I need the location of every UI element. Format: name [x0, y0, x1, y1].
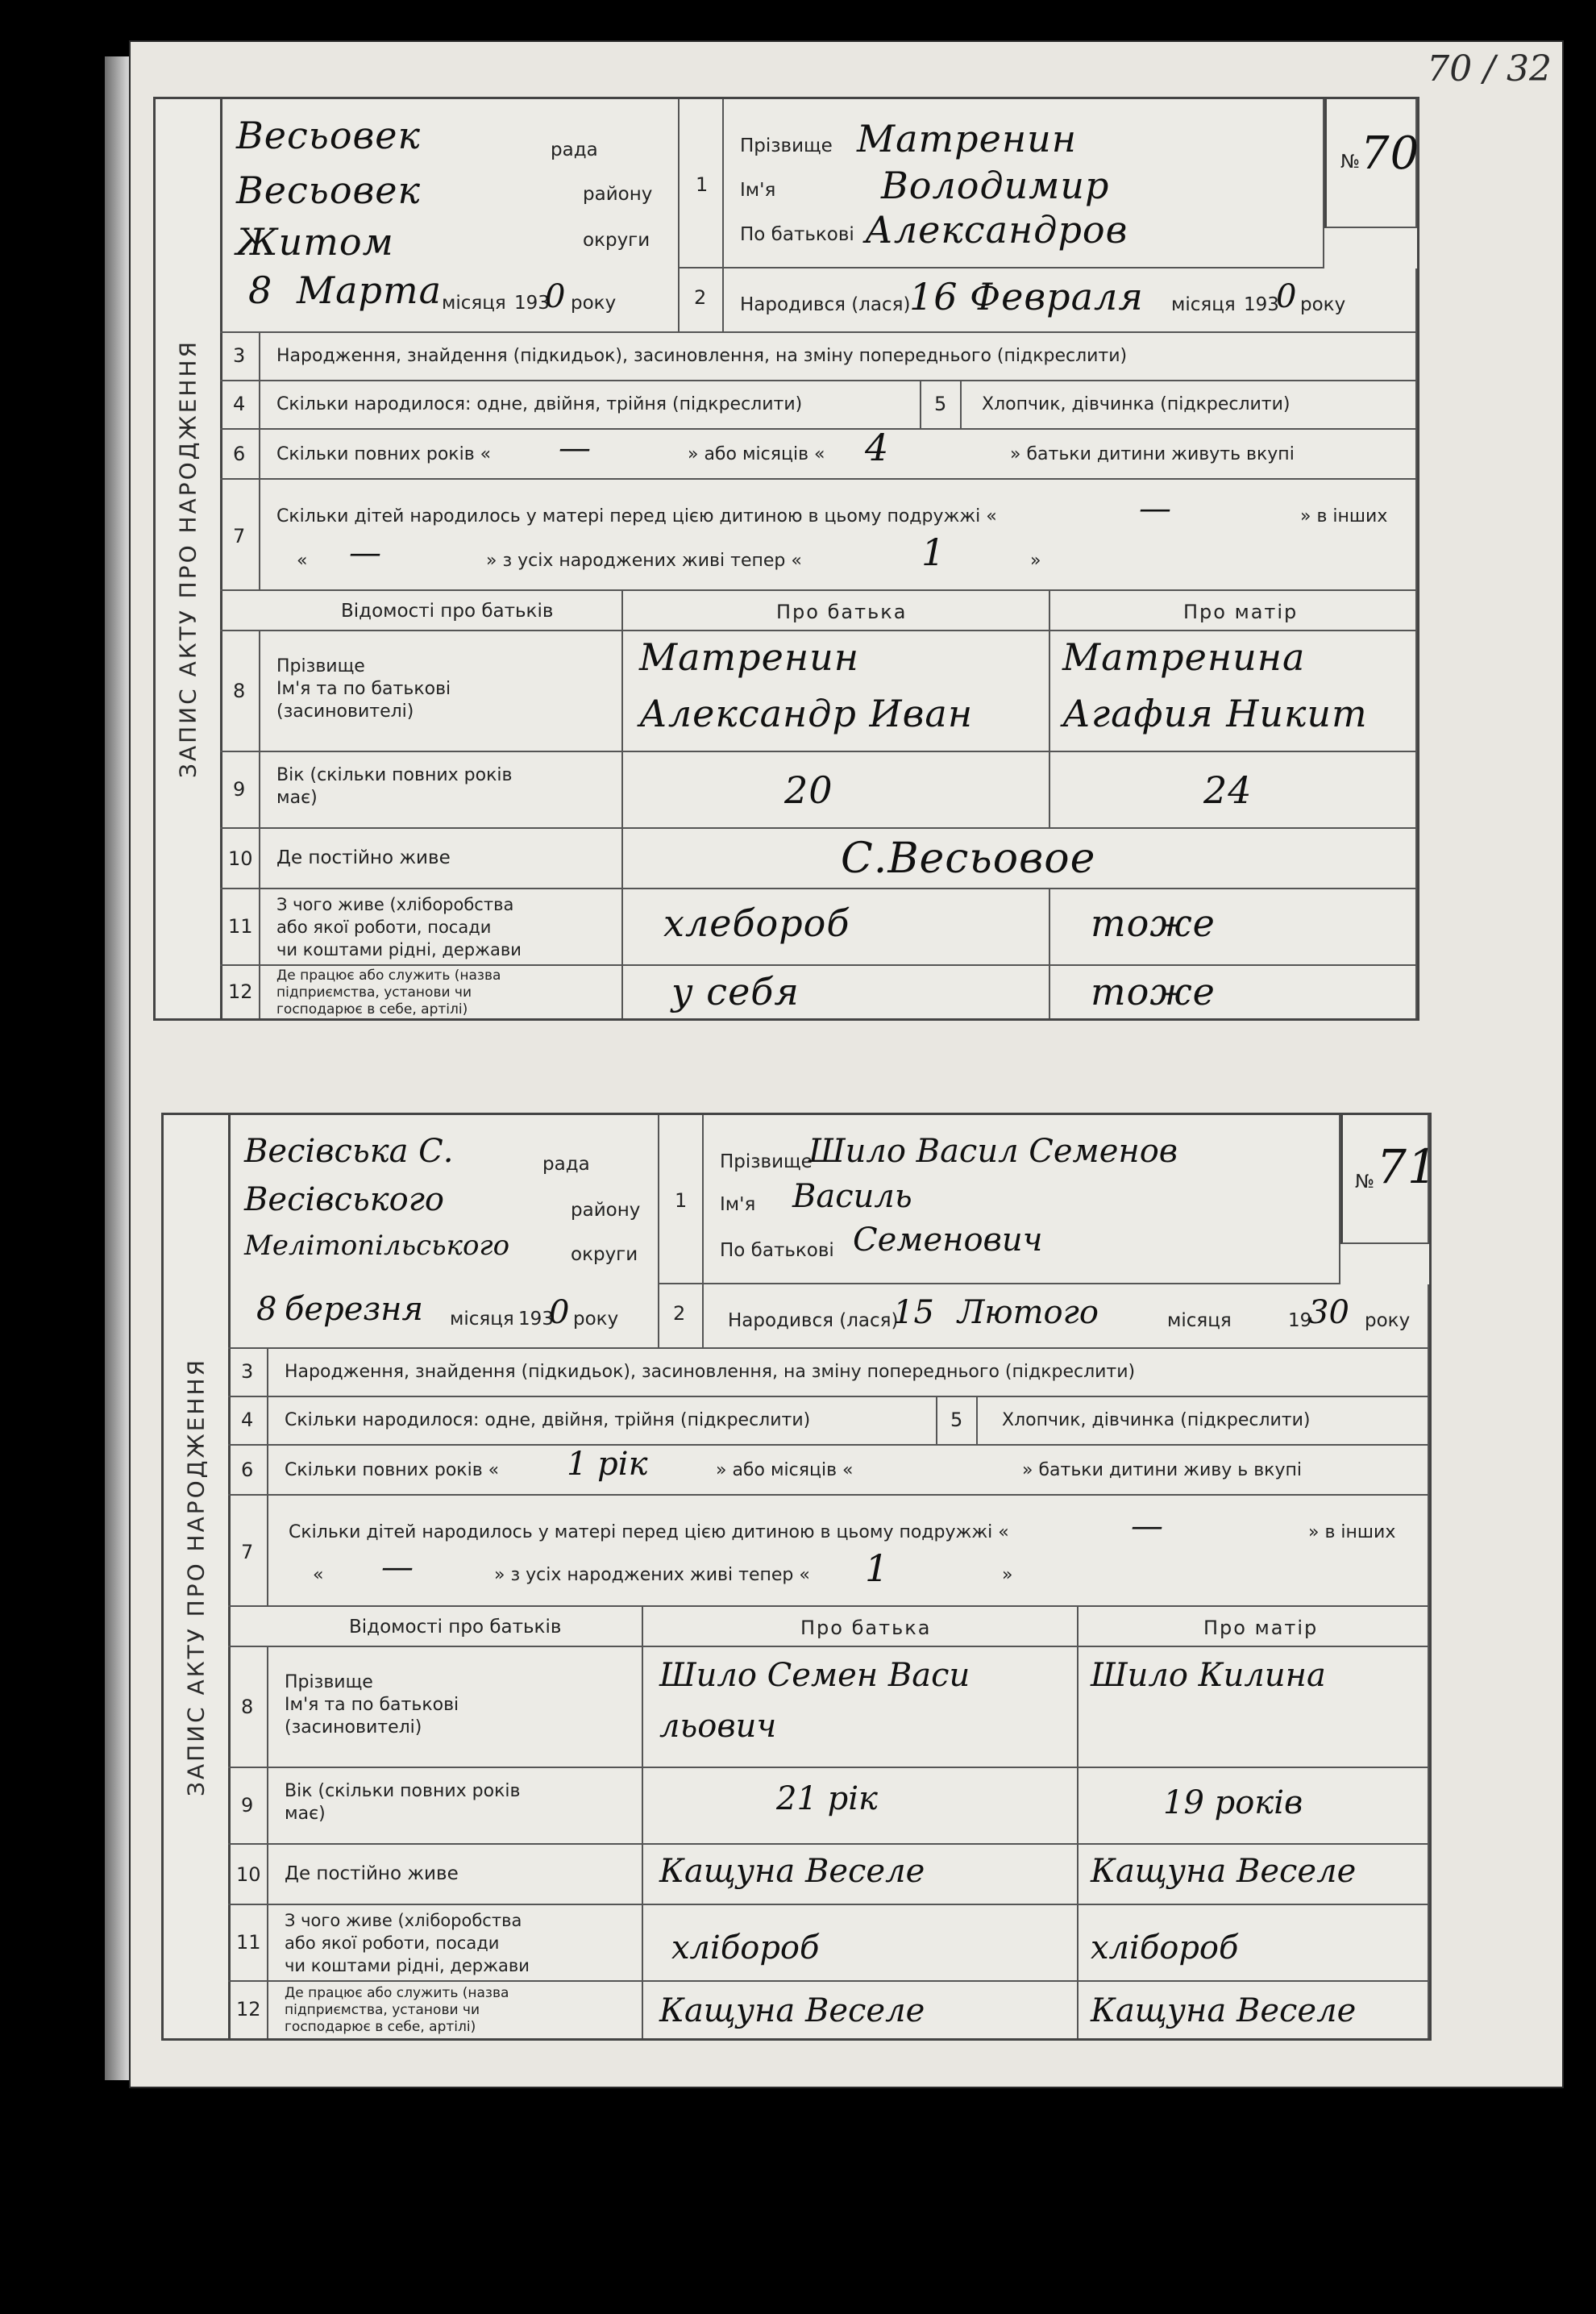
mother-workplace: тоже	[1091, 970, 1216, 1013]
children-before-label: Скільки дітей народилось у матері перед цією дитиною в цьому подружжі «	[276, 506, 997, 526]
born-roku-label: року	[1300, 294, 1346, 315]
row-number: 4	[233, 393, 246, 415]
imya-label: Ім'я	[740, 180, 776, 201]
father-occupation: хлібороб	[671, 1929, 820, 1966]
workplace-label: Де працює або служить (назва підприємства, установи чи господарює в себе, артілі)	[276, 968, 501, 1018]
father-residence: Кащуна Веселе	[659, 1853, 925, 1890]
mother-age: 19 років	[1163, 1784, 1303, 1821]
child-surname: Матренин	[857, 117, 1078, 160]
rada-label: рада	[542, 1154, 590, 1175]
born-year-prefix: 19	[1288, 1310, 1312, 1331]
mother-residence: Кащуна Веселе	[1091, 1853, 1357, 1890]
birth-type-text: Народження, знайдення (підкидьок), засиновлення, на зміну попереднього (підкреслити)	[285, 1362, 1136, 1382]
father-age: 21 рік	[776, 1780, 878, 1817]
father-age-cell	[623, 752, 1050, 829]
quote-open: «	[297, 551, 308, 571]
registration-month: Марта	[297, 268, 443, 312]
row-number: 11	[228, 915, 253, 938]
father-header-text: Про батька	[776, 601, 908, 623]
in-other-label: » в інших	[1300, 506, 1388, 526]
year-prefix: 193	[518, 1309, 554, 1330]
child-first-name: Василь	[792, 1178, 912, 1215]
child-surname: Шило Васил Семенов	[808, 1133, 1178, 1170]
side-title-panel	[156, 99, 222, 1018]
rayon-value: Весьовек	[236, 169, 421, 212]
birth-type-text: Народження, знайдення (підкидьок), засиновлення, на зміну попереднього (підкреслити)	[276, 346, 1128, 366]
years-together-value: —	[559, 430, 591, 467]
born-year-handwritten: 30	[1308, 1294, 1349, 1331]
child-first-name: Володимир	[881, 164, 1110, 207]
misyatsia-label: місяця	[442, 293, 506, 314]
row-7	[268, 1496, 1429, 1607]
rada-label: рада	[551, 139, 598, 160]
months-value: 4	[865, 426, 890, 469]
years-together-label: Скільки повних років «	[285, 1460, 500, 1480]
row-number: 2	[673, 1302, 686, 1325]
rada-value: Весівська С.	[244, 1133, 454, 1170]
born-year-handwritten: 0	[1276, 278, 1297, 315]
living-together-text: » батьки дитини живу ь вкупі	[1022, 1460, 1302, 1480]
born-misyatsia-label: місяця	[1171, 294, 1236, 315]
registration-day: 8	[248, 268, 273, 312]
quote-open: «	[313, 1565, 324, 1585]
quote-close: »	[1030, 551, 1041, 571]
row-number: 8	[233, 680, 246, 702]
children-before-value: —	[1139, 490, 1171, 527]
row-number: 5	[934, 393, 947, 415]
children-before-label: Скільки дітей народилось у матері перед цією дитиною в цьому подружжі «	[289, 1522, 1009, 1542]
row-number: 10	[236, 1863, 261, 1886]
side-title: ЗАПИС АКТУ ПРО НАРОДЖЕННЯ	[174, 339, 202, 778]
okruh-value: Житом	[236, 220, 394, 264]
okruh-value: Мелітопільського	[244, 1230, 510, 1262]
father-header-text: Про батька	[800, 1617, 932, 1639]
row-number: 6	[241, 1459, 254, 1481]
birth-month: Лютого	[958, 1294, 1099, 1331]
page-number-annotation: 70 / 32	[1427, 48, 1552, 89]
row-number: 5	[950, 1409, 963, 1431]
child-patronymic: Семенович	[853, 1222, 1043, 1259]
prizvyshche-label: Прізвище	[740, 135, 833, 156]
po-batkovi-label: По батькові	[740, 224, 854, 245]
in-other-label: » в інших	[1308, 1522, 1396, 1542]
mother-header-text: Про матір	[1203, 1617, 1319, 1639]
row-number: 2	[694, 286, 707, 309]
children-before-value: —	[1131, 1508, 1163, 1545]
years-together-label: Скільки повних років «	[276, 444, 492, 464]
rayon-label: району	[571, 1200, 641, 1221]
quote-close: »	[1002, 1565, 1013, 1585]
child-patronymic: Александров	[865, 208, 1128, 252]
side-title: ЗАПИС АКТУ ПРО НАРОДЖЕННЯ	[182, 1357, 210, 1796]
father-name-patronymic: Александр Иван	[639, 692, 974, 735]
children-other-value: —	[381, 1549, 414, 1586]
row-number: 11	[236, 1931, 261, 1954]
year-handwritten: 0	[549, 1294, 570, 1331]
sex-text: Хлопчик, дівчинка (підкреслити)	[982, 394, 1291, 414]
mother-occupation: хлібороб	[1091, 1929, 1239, 1966]
parents-info-header-text: Відомості про батьків	[341, 601, 554, 622]
roku-label: року	[571, 293, 617, 314]
sex-text: Хлопчик, дівчинка (підкреслити)	[1002, 1410, 1311, 1430]
row-number: 4	[241, 1409, 254, 1431]
prizvyshche-label: Прізвище	[720, 1151, 813, 1172]
birth-record-71	[161, 1113, 1438, 2041]
birth-record-70	[153, 97, 1419, 1021]
names-label: Прізвище Ім'я та по батькові (засиновителі)	[276, 656, 451, 722]
rada-value: Весьовек	[236, 114, 421, 157]
mother-header-text: Про матір	[1183, 601, 1299, 623]
row-number: 8	[241, 1696, 254, 1718]
imya-label: Ім'я	[720, 1194, 756, 1215]
row-number: 12	[228, 980, 253, 1003]
mother-surname: Матренина	[1062, 635, 1306, 679]
row-number: 7	[233, 525, 246, 547]
row-number: 1	[696, 173, 709, 196]
row-number: 12	[236, 1998, 261, 2021]
living-now-label: » з усіх народжених живі тепер «	[486, 551, 802, 571]
po-batkovi-label: По батькові	[720, 1240, 834, 1261]
year-prefix: 193	[514, 293, 550, 314]
mother-occupation: тоже	[1091, 901, 1216, 945]
row-number: 9	[241, 1794, 254, 1817]
roku-label: року	[573, 1309, 619, 1330]
number-sign: №	[1355, 1172, 1374, 1192]
father-occupation: хлебороб	[663, 901, 850, 945]
father-workplace: у себя	[671, 970, 800, 1013]
mother-name-patronymic: Агафия Никит	[1062, 692, 1368, 735]
living-now-value: 1	[921, 531, 946, 574]
record-number: 71	[1377, 1139, 1438, 1194]
born-year-prefix: 193	[1244, 294, 1279, 315]
father-name-patronymic: льович	[659, 1708, 777, 1745]
born-misyatsia-label: місяця	[1167, 1310, 1232, 1331]
months-label: » або місяців «	[688, 444, 825, 464]
birth-month: Февраля	[970, 275, 1144, 318]
months-label: » або місяців «	[716, 1460, 854, 1480]
row-number: 3	[233, 344, 246, 367]
age-label: Вік (скільки повних років має)	[276, 765, 513, 808]
side-title-panel	[164, 1115, 231, 2038]
multiplicity-text: Скільки народилося: одне, двійня, трійня (підкреслити)	[285, 1410, 811, 1430]
row-number: 10	[228, 847, 253, 870]
occupation-label: З чого живе (хліборобства або якої роботи, посади чи коштами рідні, держави	[285, 1911, 530, 1975]
father-surname: Шило Семен Васи	[659, 1657, 970, 1694]
born-label: Народився (лася)	[728, 1310, 899, 1331]
workplace-label: Де працює або служить (назва підприємства, установи чи господарює в себе, артілі)	[285, 1985, 509, 2035]
residence-label: Де постійно живе	[285, 1863, 459, 1884]
row-number: 6	[233, 443, 246, 465]
birth-day: 15	[893, 1294, 934, 1331]
age-label: Вік (скільки повних років має)	[285, 1781, 521, 1824]
row-number: 3	[241, 1360, 254, 1383]
okruh-label: округи	[583, 230, 650, 251]
number-sign: №	[1340, 152, 1360, 173]
row-7	[260, 480, 1417, 591]
mother-age: 24	[1203, 768, 1253, 812]
father-age: 20	[784, 768, 833, 812]
record-number: 70	[1361, 127, 1420, 180]
misyatsia-label: місяця	[450, 1309, 514, 1330]
living-together-text: » батьки дитини живуть вкупі	[1010, 444, 1295, 464]
year-handwritten: 0	[545, 278, 566, 315]
born-label: Народився (лася)	[740, 294, 911, 315]
row-number: 9	[233, 778, 246, 801]
multiplicity-text: Скільки народилося: одне, двійня, трійня (підкреслити)	[276, 394, 803, 414]
registration-day: 8	[256, 1291, 277, 1328]
born-roku-label: року	[1365, 1310, 1411, 1331]
residence-value: С.Весьовое	[841, 834, 1096, 883]
row-number: 1	[675, 1189, 688, 1212]
father-workplace: Кащуна Веселе	[659, 1992, 925, 2029]
okruh-label: округи	[571, 1244, 638, 1265]
residence-label: Де постійно живе	[276, 847, 451, 868]
occupation-label: З чого живе (хліборобства або якої роботи, посади чи коштами рідні, держави	[276, 895, 522, 959]
mother-workplace: Кащуна Веселе	[1091, 1992, 1357, 2029]
birth-day: 16	[909, 275, 958, 318]
row-number: 7	[241, 1541, 254, 1563]
children-other-value: —	[349, 535, 381, 572]
rayon-value: Весівського	[244, 1181, 444, 1218]
names-label: Прізвище Ім'я та по батькові (засиновителі)	[285, 1672, 459, 1738]
years-together-value: 1 рік	[567, 1446, 648, 1483]
rayon-label: району	[583, 184, 653, 205]
mother-surname: Шило Килина	[1091, 1657, 1326, 1694]
living-now-value: 1	[865, 1546, 890, 1590]
living-now-label: » з усіх народжених живі тепер «	[494, 1565, 810, 1585]
parents-info-header-text: Відомості про батьків	[349, 1617, 562, 1638]
registration-month: березня	[285, 1291, 424, 1328]
father-surname: Матренин	[639, 635, 860, 679]
